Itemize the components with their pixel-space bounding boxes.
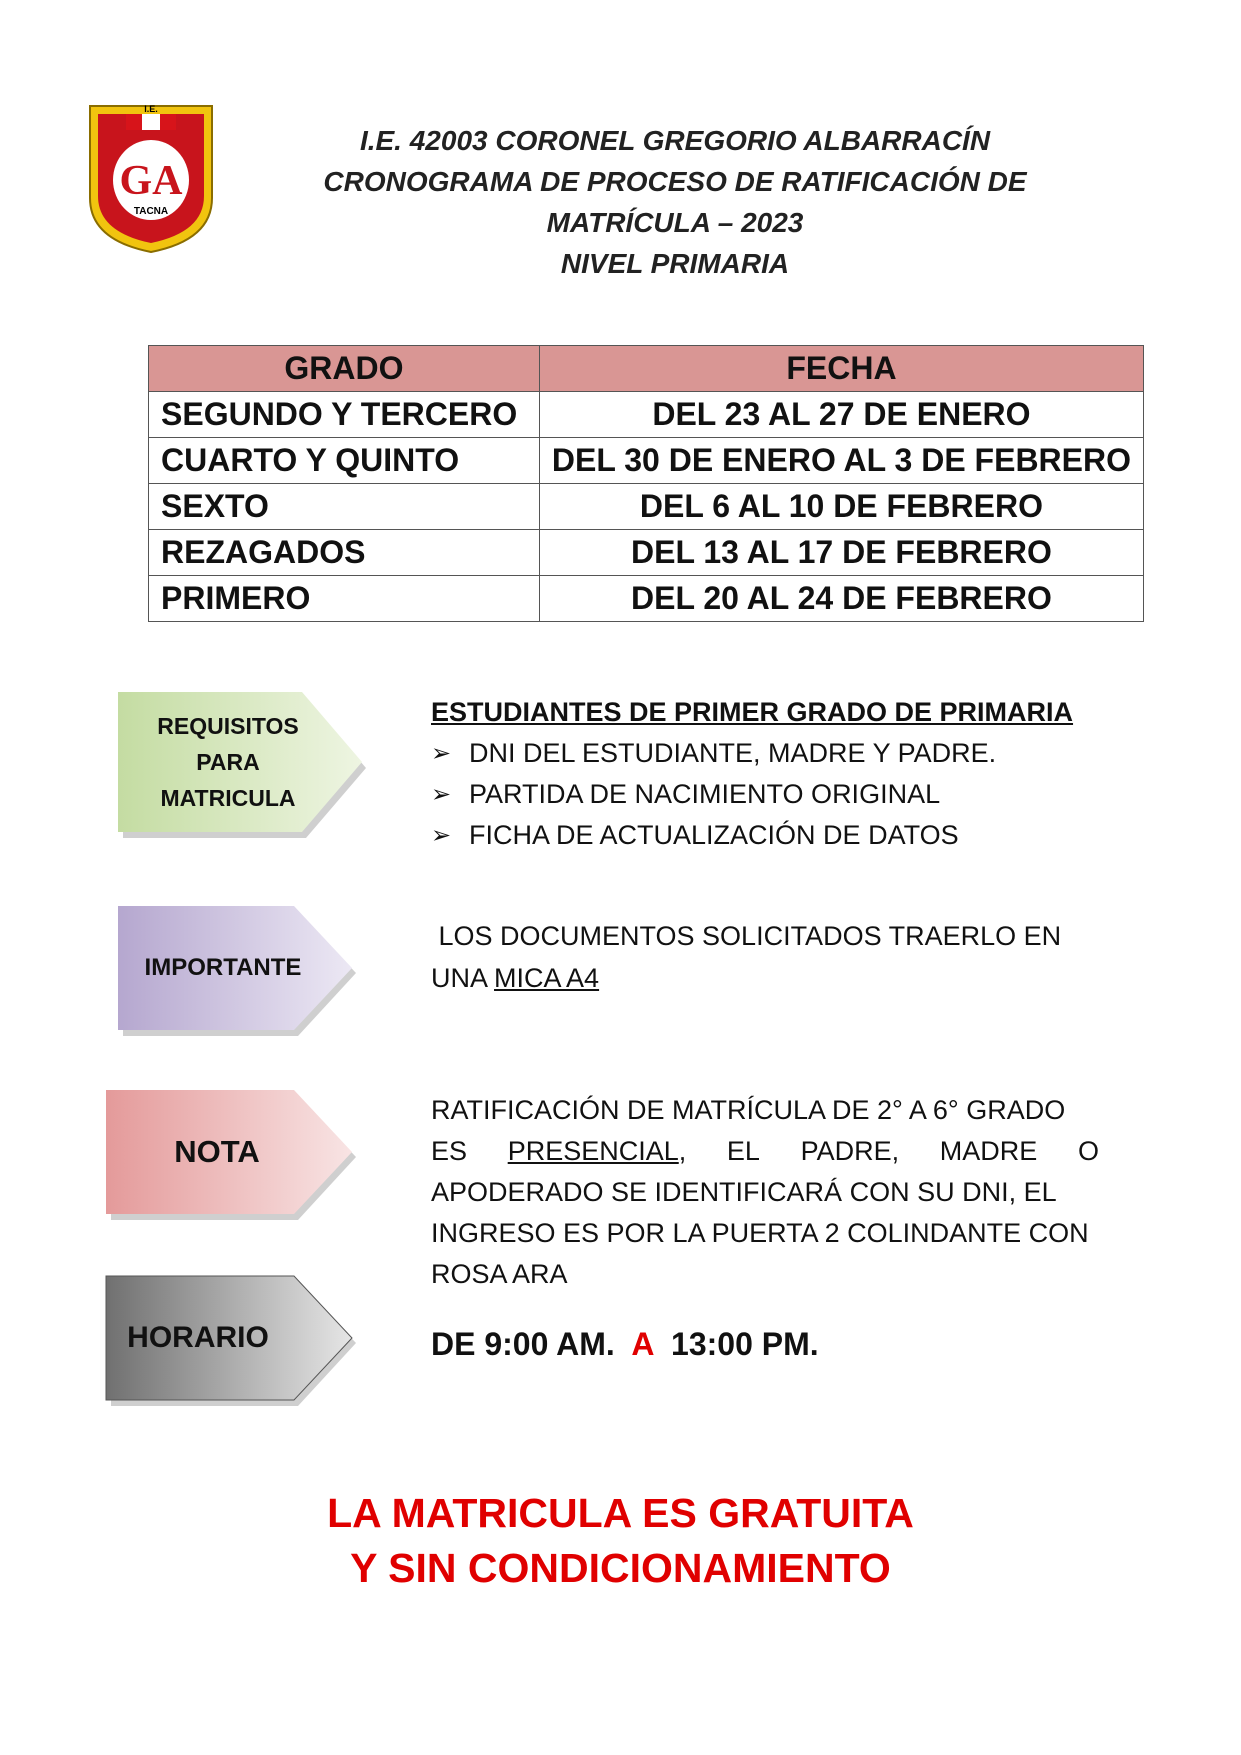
nota-arrow	[106, 1090, 358, 1220]
grade-cell: PRIMERO	[149, 576, 540, 622]
list-item	[431, 774, 1111, 815]
nota-label: NOTA	[174, 1134, 260, 1169]
importante-line2	[431, 957, 1111, 999]
importante-line2-prefix: UNA	[431, 963, 495, 993]
requisitos-arrow	[118, 692, 368, 838]
horario-separator: A	[623, 1326, 663, 1362]
list-item-text: DNI DEL ESTUDIANTE, MADRE Y PADRE.	[469, 738, 997, 768]
arrow-bullet-icon: ➢	[431, 740, 452, 767]
nota-content	[431, 1090, 1099, 1295]
date-cell: DEL 20 AL 24 DE FEBRERO	[539, 576, 1143, 622]
svg-text:GA: GA	[119, 158, 183, 204]
column-header-fecha: FECHA	[539, 346, 1143, 392]
list-item-text: FICHA DE ACTUALIZACIÓN DE DATOS	[469, 820, 959, 850]
table-row	[149, 530, 1144, 576]
footer-line2: Y SIN CONDICIONAMIENTO	[350, 1545, 891, 1591]
svg-text:TACNA: TACNA	[133, 206, 169, 217]
horario-arrow	[106, 1276, 358, 1406]
date-cell: DEL 30 DE ENERO AL 3 DE FEBRERO	[539, 438, 1143, 484]
grade-cell: SEXTO	[149, 484, 540, 530]
footer-line1: LA MATRICULA ES GRATUITA	[327, 1490, 914, 1536]
arrow-bullet-icon: ➢	[431, 781, 452, 808]
requisitos-label-line3: MATRICULA	[160, 785, 296, 811]
importante-label: IMPORTANTE	[144, 954, 302, 981]
svg-text:I.E.: I.E.	[144, 104, 158, 114]
horario-start: DE 9:00 AM.	[431, 1326, 624, 1362]
nota-line5: ROSA ARA	[431, 1259, 568, 1289]
grade-cell: CUARTO Y QUINTO	[149, 438, 540, 484]
table-header-row	[149, 346, 1144, 392]
list-item	[431, 815, 1111, 856]
requisitos-label-line2: PARA	[196, 749, 260, 775]
requisitos-list	[431, 733, 1111, 856]
importante-arrow	[118, 906, 358, 1036]
horario-end: 13:00 PM.	[662, 1326, 819, 1362]
nota-line2: ES PRESENCIAL, EL PADRE, MADRE O	[431, 1136, 1099, 1166]
school-logo	[86, 102, 216, 254]
table-row	[149, 576, 1144, 622]
footer-notice	[0, 1486, 1241, 1596]
nota-underlined: PRESENCIAL	[507, 1136, 679, 1166]
column-header-grado: GRADO	[149, 346, 540, 392]
table-row	[149, 392, 1144, 438]
horario-content	[431, 1326, 819, 1363]
date-cell: DEL 13 AL 17 DE FEBRERO	[539, 530, 1143, 576]
importante-content	[431, 915, 1111, 999]
document-header	[260, 120, 1090, 284]
horario-label: HORARIO	[127, 1321, 269, 1354]
grade-cell: REZAGADOS	[149, 530, 540, 576]
requisitos-content	[431, 692, 1111, 856]
schedule-table	[148, 345, 1144, 622]
nota-line3: APODERADO SE IDENTIFICARÁ CON SU DNI, EL	[431, 1177, 1057, 1207]
date-cell: DEL 23 AL 27 DE ENERO	[539, 392, 1143, 438]
table-row	[149, 438, 1144, 484]
grade-cell: SEGUNDO Y TERCERO	[149, 392, 540, 438]
list-item-text: PARTIDA DE NACIMIENTO ORIGINAL	[469, 779, 941, 809]
importante-underlined: MICA A4	[494, 963, 600, 993]
school-name: I.E. 42003 CORONEL GREGORIO ALBARRACÍN	[359, 125, 991, 156]
nota-line4: INGRESO ES POR LA PUERTA 2 COLINDANTE CON	[431, 1218, 1089, 1248]
date-cell: DEL 6 AL 10 DE FEBRERO	[539, 484, 1143, 530]
nota-line1: RATIFICACIÓN DE MATRÍCULA DE 2° A 6° GRADO	[431, 1095, 1066, 1125]
requisitos-label-line1: REQUISITOS	[157, 713, 299, 739]
document-title-year: MATRÍCULA – 2023	[546, 207, 804, 238]
list-item	[431, 733, 1111, 774]
school-shield-icon	[86, 102, 216, 254]
requisitos-title: ESTUDIANTES DE PRIMER GRADO DE PRIMARIA	[431, 697, 1074, 727]
importante-line1: LOS DOCUMENTOS SOLICITADOS TRAERLO EN	[431, 921, 1062, 951]
level-subtitle: NIVEL PRIMARIA	[560, 248, 790, 279]
arrow-bullet-icon: ➢	[431, 822, 452, 849]
table-row	[149, 484, 1144, 530]
document-title: CRONOGRAMA DE PROCESO DE RATIFICACIÓN DE	[323, 166, 1027, 197]
